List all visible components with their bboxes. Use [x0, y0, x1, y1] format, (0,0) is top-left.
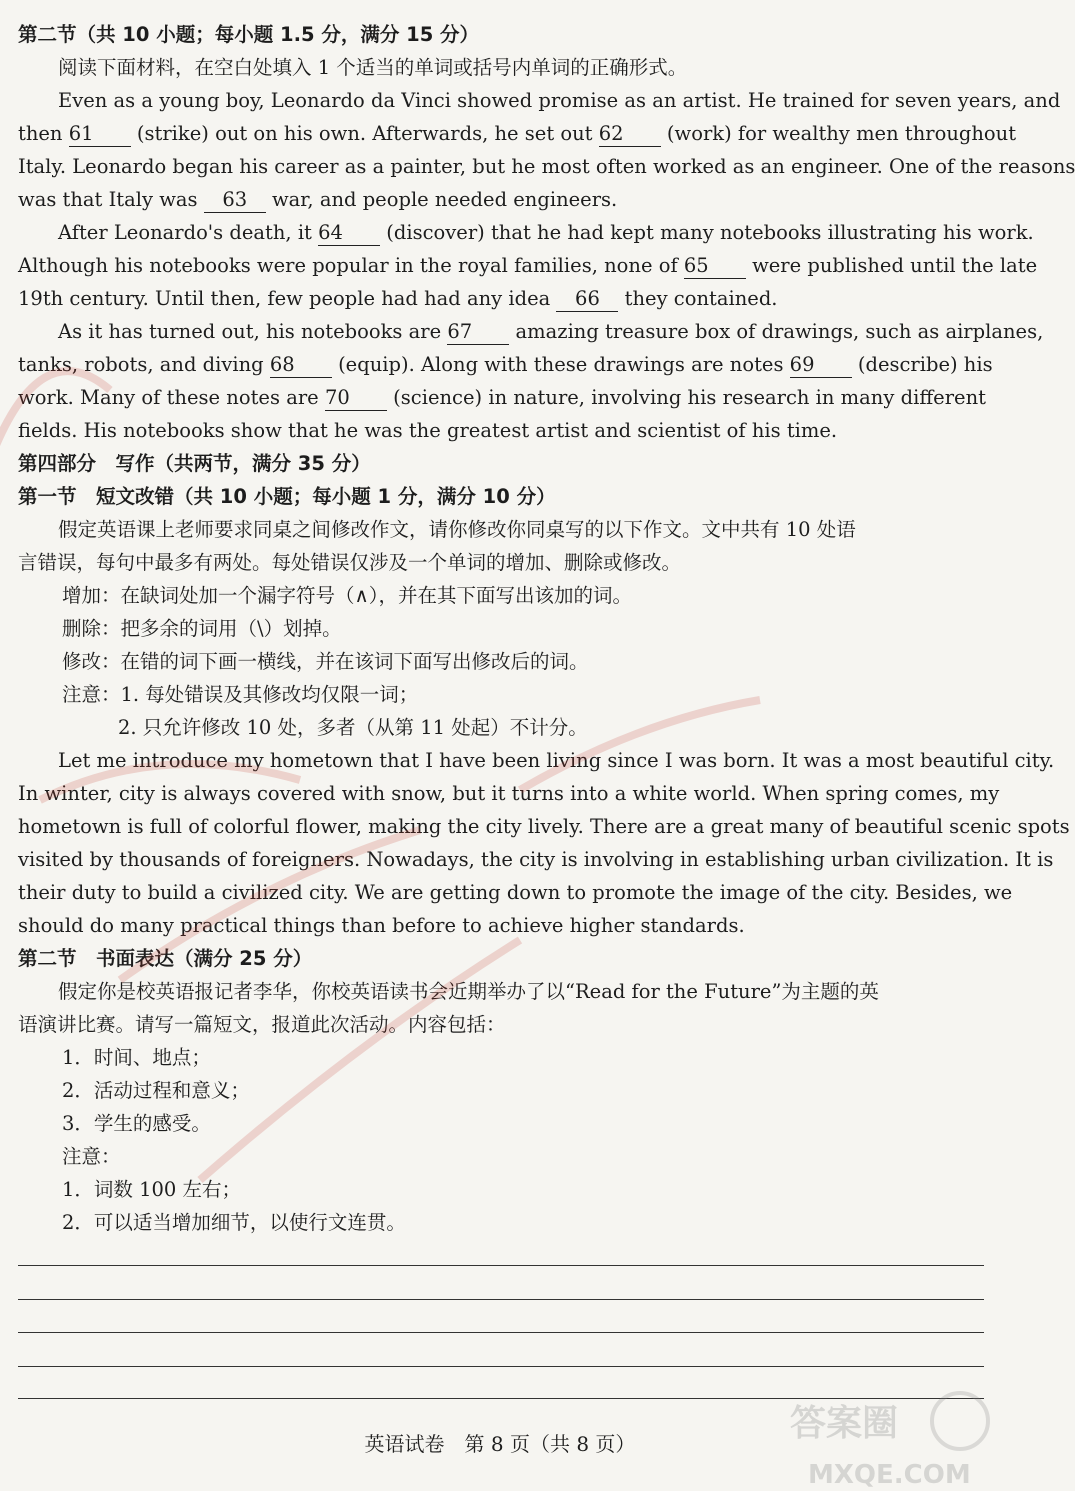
- answer-line[interactable]: [18, 1265, 984, 1266]
- blank-65[interactable]: 65: [684, 254, 746, 279]
- exam-page: [18, 18, 1075, 1239]
- watermark-url-text: MXQE.COM: [808, 1460, 971, 1490]
- blank-62[interactable]: 62: [599, 122, 661, 147]
- rule-modify: 修改：在错的词下画一横线，并在该词下面写出修改后的词。: [62, 650, 589, 673]
- answer-line[interactable]: [18, 1366, 984, 1367]
- blank-66[interactable]: 66: [556, 287, 618, 312]
- content-item-2: 2．活动过程和意义；: [62, 1079, 250, 1102]
- passage-line: tanks, robots, and diving 68 (equip). Along with these drawings are notes 69 (describe) his: [18, 353, 993, 376]
- blank-61[interactable]: 61: [69, 122, 131, 147]
- content-item-3: 3．学生的感受。: [62, 1112, 211, 1135]
- essay-line: In winter, city is always covered with snow, but it turns into a white world. When spring comes, my: [18, 782, 1000, 805]
- watermark-logo-text: 答案圈: [790, 1403, 899, 1444]
- passage-line: work. Many of these notes are 70 (science) in nature, involving his research in many different: [18, 386, 986, 409]
- essay-line: should do many practical things than before to achieve higher standards.: [18, 914, 745, 937]
- note-1: 注意：1. 每处错误及其修改均仅限一词；: [62, 683, 419, 706]
- rule-delete: 删除：把多余的词用（\）划掉。: [62, 617, 342, 640]
- blank-63[interactable]: 63: [204, 188, 266, 213]
- answer-line[interactable]: [18, 1332, 984, 1333]
- instruction-line: 言错误，每句中最多有两处。每处错误仅涉及一个单词的增加、删除或修改。: [18, 551, 682, 574]
- answer-line[interactable]: [18, 1398, 984, 1399]
- answer-line[interactable]: [18, 1299, 984, 1300]
- part4-section2-header: 第二节 书面表达（满分 25 分）: [18, 947, 313, 970]
- page-footer: 英语试卷 第 8 页（共 8 页）: [364, 1432, 636, 1456]
- essay-line: Let me introduce my hometown that I have been living since I was born. It was a most beautiful city.: [58, 749, 1055, 772]
- passage-line: fields. His notebooks show that he was the greatest artist and scientist of his time.: [18, 419, 838, 442]
- passage-line: Even as a young boy, Leonardo da Vinci showed promise as an artist. He trained for seven years, and: [58, 89, 1061, 112]
- passage-line: As it has turned out, his notebooks are 67 amazing treasure box of drawings, such as airplanes,: [58, 320, 1044, 343]
- instruction-line: 假定你是校英语报记者李华，你校英语读书会近期举办了以“Read for the Future”为主题的英: [58, 980, 879, 1003]
- passage-line: then 61 (strike) out on his own. Afterwards, he set out 62 (work) for wealthy men throughout: [18, 122, 1017, 145]
- passage-line: Italy. Leonardo began his career as a painter, but he most often worked as an engineer. One of the reasons: [18, 155, 1075, 178]
- essay-line: hometown is full of colorful flower, making the city lively. There are a great many of beautiful scenic spots: [18, 815, 1070, 838]
- blank-67[interactable]: 67: [447, 320, 509, 345]
- essay-line: their duty to build a civilized city. We are getting down to promote the image of the city. Besides, we: [18, 881, 1013, 904]
- essay-line: visited by thousands of foreigners. Nowadays, the city is involving in establishing urban civilization. It is: [18, 848, 1054, 871]
- note-2: 2. 只允许修改 10 处，多者（从第 11 处起）不计分。: [118, 716, 588, 739]
- blank-68[interactable]: 68: [270, 353, 332, 378]
- part4-header: 第四部分 写作（共两节，满分 35 分）: [18, 452, 371, 475]
- notes-item-2: 2．可以适当增加细节，以使行文连贯。: [62, 1211, 406, 1234]
- passage-line: was that Italy was 63 war, and people needed engineers.: [18, 188, 618, 211]
- notes-item-1: 1．词数 100 左右；: [62, 1178, 242, 1201]
- section2-header: 第二节（共 10 小题；每小题 1.5 分，满分 15 分）: [18, 23, 480, 46]
- instruction-line: 假定英语课上老师要求同桌之间修改作文，请你修改你同桌写的以下作文。文中共有 10 处语: [58, 518, 856, 541]
- passage-line: Although his notebooks were popular in the royal families, none of 65 were published until the late: [18, 254, 1038, 277]
- notes-title: 注意：: [62, 1145, 121, 1168]
- section2-instruction: 阅读下面材料，在空白处填入 1 个适当的单词或括号内单词的正确形式。: [58, 56, 688, 79]
- part4-section1-header: 第一节 短文改错（共 10 小题；每小题 1 分，满分 10 分）: [18, 485, 556, 508]
- rule-add: 增加：在缺词处加一个漏字符号（∧），并在其下面写出该加的词。: [62, 584, 633, 607]
- passage-line: After Leonardo's death, it 64 (discover) that he had kept many notebooks illustrating his work.: [58, 221, 1034, 244]
- blank-64[interactable]: 64: [318, 221, 380, 246]
- blank-69[interactable]: 69: [790, 353, 852, 378]
- content-item-1: 1．时间、地点；: [62, 1046, 211, 1069]
- blank-70[interactable]: 70: [325, 386, 387, 411]
- instruction-line: 语演讲比赛。请写一篇短文，报道此次活动。内容包括：: [18, 1013, 506, 1036]
- passage-line: 19th century. Until then, few people had had any idea 66 they contained.: [18, 287, 778, 310]
